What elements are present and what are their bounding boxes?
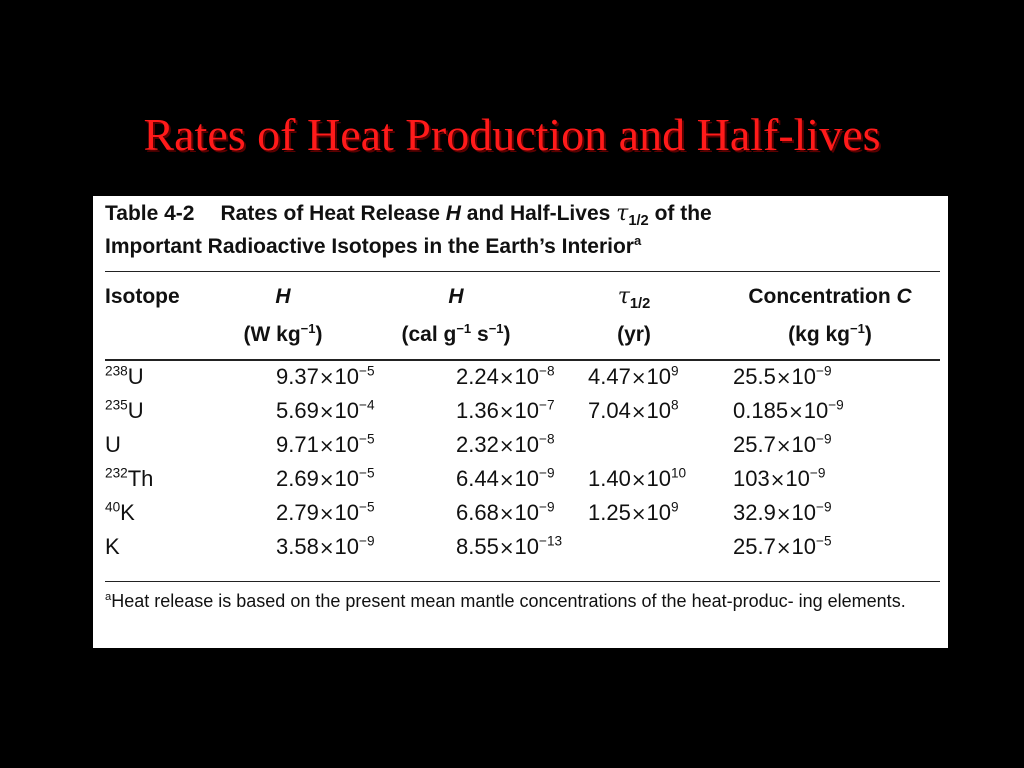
cell-heat-cal-per-g-s-cell xyxy=(456,431,555,461)
cell-half-life: $4.47\times 10^9$ xyxy=(588,363,679,389)
caption-tau-subscript: 1/2 xyxy=(628,213,649,230)
cell-isotope: $^{232}$Th xyxy=(105,465,154,491)
header-half-life-unit: (yr) xyxy=(617,323,651,346)
table-caption-line1 xyxy=(105,201,712,230)
header-h-cal-unit: (cal $g^{-1}$ $s^{-1}$) xyxy=(401,321,511,346)
cell-isotope: U xyxy=(105,432,121,457)
header-h-watts-unit: (W $kg^{-1}$) xyxy=(243,321,323,346)
table-caption-line2 xyxy=(105,234,641,260)
cell-concentration-cell xyxy=(733,363,832,393)
caption-footnote-mark: a xyxy=(633,233,642,248)
cell-heat-cal-per-g-s: $6.68\times 10^{-9}$ xyxy=(456,499,555,525)
cell-concentration-cell xyxy=(733,533,832,563)
cell-heat-w-per-kg: $9.71\times 10^{-5}$ xyxy=(276,431,375,457)
cell-isotope: $^{238}$U xyxy=(105,363,144,389)
cell-half-life-cell xyxy=(588,465,686,495)
bottom-rule xyxy=(105,581,940,582)
footnote-text: Heat release is based on the present mean mantle concentrations of the heat-produc- ing elements. xyxy=(111,591,906,611)
cell-concentration: $25.5\times 10^{-9}$ xyxy=(733,363,832,389)
slide-title: Rates of Heat Production and Half-lives xyxy=(143,109,881,160)
footnote-mark: a xyxy=(105,591,112,603)
caption-symbol-h: H xyxy=(445,202,461,225)
cell-isotope: $^{235}$U xyxy=(105,397,144,423)
header-isotope: Isotope xyxy=(105,285,180,308)
header-concentration-unit: (kg $kg^{-1}$) xyxy=(788,321,872,346)
header-rule xyxy=(105,359,940,361)
caption-text-1: Rates of Heat Release xyxy=(220,202,446,225)
cell-concentration: $25.7\times 10^{-5}$ xyxy=(733,533,832,559)
cell-heat-w-per-kg: $5.69\times 10^{-4}$ xyxy=(276,397,375,423)
cell-heat-w-per-kg-cell xyxy=(276,533,375,563)
cell-half-life-cell xyxy=(588,397,679,427)
header-half-life: $\tau_{1/2}$ xyxy=(617,284,651,313)
caption-text-4: Important Radioactive Isotopes in the Earth’s Interior xyxy=(105,235,634,258)
cell-heat-w-per-kg: $2.69\times 10^{-5}$ xyxy=(276,465,375,491)
top-rule xyxy=(105,271,940,272)
cell-heat-cal-per-g-s: $1.36\times 10^{-7}$ xyxy=(456,397,555,423)
cell-heat-cal-per-g-s-cell xyxy=(456,465,555,495)
cell-heat-w-per-kg-cell xyxy=(276,499,375,529)
cell-concentration-cell xyxy=(733,499,832,529)
cell-heat-cal-per-g-s-cell xyxy=(456,363,555,393)
cell-heat-w-per-kg: $3.58\times 10^{-9}$ xyxy=(276,533,375,559)
cell-concentration-cell xyxy=(733,431,832,461)
cell-heat-w-per-kg-cell xyxy=(276,431,375,461)
cell-concentration: $25.7\times 10^{-9}$ xyxy=(733,431,832,457)
cell-half-life-cell xyxy=(588,499,679,529)
table-number: Table 4-2 xyxy=(105,202,195,225)
cell-half-life: $1.40\times 10^{10}$ xyxy=(588,465,687,491)
cell-concentration: $103\times 10^{-9}$ xyxy=(733,465,826,491)
cell-heat-cal-per-g-s: $8.55\times 10^{-13}$ xyxy=(456,533,563,559)
cell-heat-cal-per-g-s: $2.24\times 10^{-8}$ xyxy=(456,363,555,389)
caption-text-2: and Half-Lives xyxy=(460,202,617,225)
cell-heat-cal-per-g-s-cell xyxy=(456,499,555,529)
cell-heat-cal-per-g-s: $2.32\times 10^{-8}$ xyxy=(456,431,555,457)
cell-heat-cal-per-g-s-cell xyxy=(456,397,555,427)
cell-half-life: $7.04\times 10^8$ xyxy=(588,397,679,423)
header-tau-symbol: τ xyxy=(617,284,630,309)
cell-heat-cal-per-g-s: $6.44\times 10^{-9}$ xyxy=(456,465,555,491)
cell-heat-w-per-kg: $2.79\times 10^{-5}$ xyxy=(276,499,375,525)
cell-concentration-cell xyxy=(733,465,825,495)
cell-concentration: $0.185\times 10^{-9}$ xyxy=(733,397,844,423)
cell-heat-w-per-kg: $9.37\times 10^{-5}$ xyxy=(276,363,375,389)
cell-half-life-cell xyxy=(588,363,679,393)
cell-heat-w-per-kg-cell xyxy=(276,465,375,495)
header-h-cal: H xyxy=(448,285,464,308)
cell-isotope: K xyxy=(105,534,120,559)
cell-heat-w-per-kg-cell xyxy=(276,363,375,393)
cell-concentration-cell xyxy=(733,397,844,427)
cell-isotope: $^{40}$K xyxy=(105,499,135,525)
cell-concentration: $32.9\times 10^{-9}$ xyxy=(733,499,832,525)
table-panel xyxy=(93,196,948,648)
caption-text-3: of the xyxy=(648,202,712,225)
cell-heat-w-per-kg-cell xyxy=(276,397,375,427)
header-concentration: Concentration C xyxy=(748,285,912,308)
cell-half-life: $1.25\times 10^9$ xyxy=(588,499,679,525)
caption-symbol-tau: τ xyxy=(616,201,629,226)
cell-heat-cal-per-g-s-cell xyxy=(456,533,562,563)
table-footnote xyxy=(105,588,940,615)
header-h-watts: H xyxy=(275,285,291,308)
